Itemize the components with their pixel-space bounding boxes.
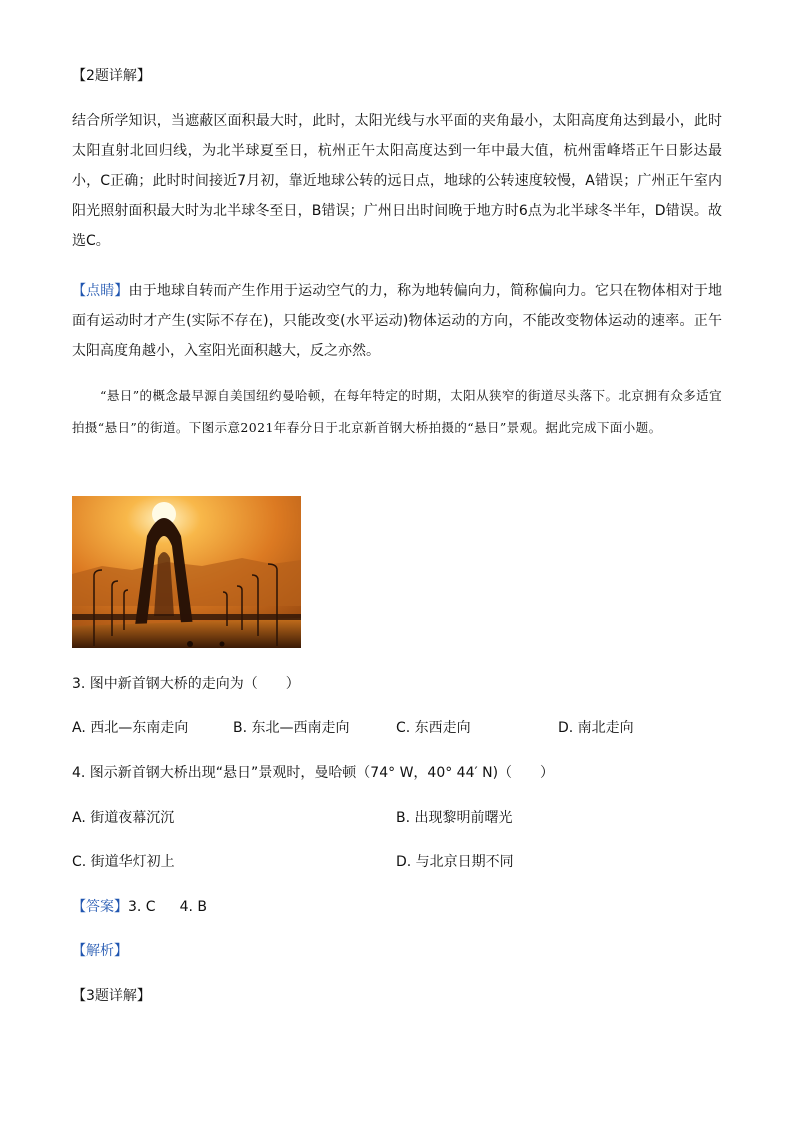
question-4-stem: 4. 图示新首钢大桥出现“悬日”景观时，曼哈顿（74° W，40° 44′ N)（ ）	[72, 765, 555, 781]
answer-label: 【答案】	[72, 899, 128, 915]
tip-paragraph	[72, 276, 722, 366]
sunset-bridge-illustration	[72, 496, 301, 648]
q4-option-c: C. 街道华灯初上	[72, 854, 175, 870]
q4-option-d: D. 与北京日期不同	[396, 854, 514, 870]
q3-option-a: A. 西北—东南走向	[72, 720, 189, 736]
question-3-stem: 3. 图中新首钢大桥的走向为（ ）	[72, 676, 300, 692]
material-paragraph: “悬日”的概念最早源自美国纽约曼哈顿，在每年特定的时期，太阳从狭窄的街道尽头落下。北京拥有众多适宜拍摄“悬日”的街道。下图示意2021年春分日于北京新首钢大桥拍摄的“悬日”景观。据此完成下面小题。	[72, 388, 722, 435]
tip-text: 由于地球自转而产生作用于运动空气的力，称为地转偏向力，简称偏向力。它只在物体相对于地面有运动时才产生(实际不存在)，只能改变(水平运动)物体运动的方向，不能改变物体运动的速率。正午太阳高度角越小，入室阳光面积越大，反之亦然。	[72, 283, 723, 359]
section2-heading: 【2题详解】	[72, 68, 151, 84]
q3-option-b: B. 东北—西南走向	[233, 720, 350, 736]
answer-q3: 3. C	[128, 899, 156, 915]
answer-q4: 4. B	[179, 899, 208, 915]
hanging-sun-bridge-photo	[72, 496, 301, 648]
q3-option-d: D. 南北走向	[558, 720, 634, 736]
answer-line	[72, 897, 207, 917]
analysis-paragraph-2: 结合所学知识，当遮蔽区面积最大时，此时，太阳光线与水平面的夹角最小，太阳高度角达到最小，此时太阳直射北回归线，为北半球夏至日，杭州正午太阳高度达到一年中最大值，杭州雷峰塔正午日影达最小，C正确；此时时间接近7月初，靠近地球公转的远日点，地球的公转速度较慢，A错误；广州正午室内阳光照射面积最大时为北半球冬至日，B错误；广州日出时间晚于地方时6点为北半球冬半年，D错误。故选C。	[72, 113, 722, 249]
q3-option-c: C. 东西走向	[396, 720, 471, 736]
analysis-label: 【解析】	[72, 943, 128, 959]
tip-label: 【点睛】	[72, 283, 129, 299]
section3-heading: 【3题详解】	[72, 988, 151, 1004]
q4-option-b: B. 出现黎明前曙光	[396, 810, 513, 826]
q4-option-a: A. 街道夜幕沉沉	[72, 810, 175, 826]
